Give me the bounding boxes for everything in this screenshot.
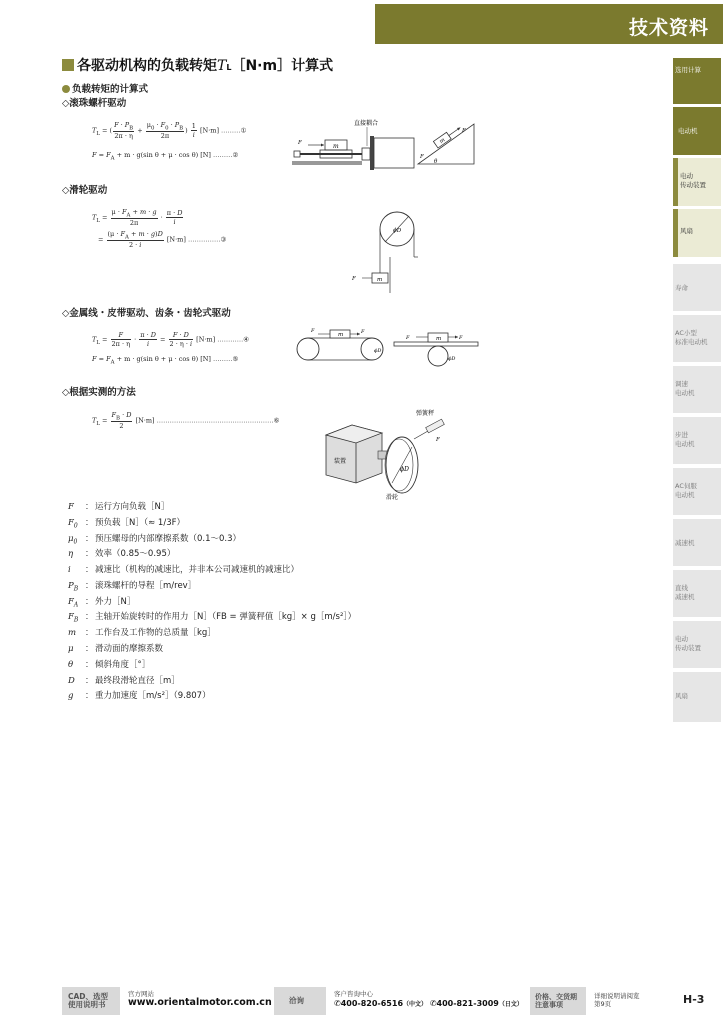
formula-4-unit: [N·m]	[196, 335, 216, 344]
definition-symbol-main: θ	[68, 659, 74, 670]
rack-mass-label: m	[436, 336, 442, 342]
definition-row	[68, 596, 356, 612]
section-belt: ◇金属线・皮带驱动、齿条・齿轮式驱动	[62, 308, 231, 319]
definition-symbol-main: D	[68, 675, 75, 686]
formula-1-unit: [N·m]	[199, 126, 219, 135]
section-pulley: ◇滑轮驱动	[62, 185, 108, 196]
sidebar-item-gear[interactable]	[673, 519, 721, 566]
definition-symbol-main: F	[68, 502, 74, 512]
sidebar-item-label: AC小型 标准电动机	[675, 329, 708, 346]
sidebar-item-fan[interactable]	[673, 209, 721, 257]
footer-price-label: 价格、交货期 注意事项	[535, 993, 577, 1009]
definition-symbol-main: m	[68, 628, 77, 639]
definition-row	[68, 675, 356, 691]
formula-6-unit: [N·m]	[135, 416, 155, 425]
formula-2-number: ②	[232, 151, 239, 159]
definition-colon: ：	[85, 659, 94, 670]
measure-fb-label: F	[436, 437, 440, 443]
definition-symbol	[68, 548, 85, 564]
incline-fa-label: F	[420, 154, 424, 160]
definition-symbol	[68, 596, 85, 612]
definition-symbol-main: F	[68, 517, 74, 528]
footer-detail-label: 详细说明请阅览 第9页	[594, 992, 640, 1008]
sidebar-item-label: 直线 减速机	[675, 584, 695, 601]
definition-colon: ：	[85, 502, 94, 512]
ball-screw-mass-label: m	[333, 143, 339, 150]
definition-row	[68, 564, 356, 580]
footer-phone-cn[interactable]: 400-820-6516	[340, 999, 404, 1008]
formula-6: $T_L$ = $\frac{F_B \cdot D}{2}$ [N·m] ………………………………………………⑥	[92, 411, 280, 431]
formula-5-lhs: F = F	[92, 355, 111, 363]
definition-list	[68, 501, 356, 706]
sidebar-item-label: 减速机	[675, 539, 695, 547]
definition-colon: ：	[85, 549, 94, 560]
definition-colon: ：	[85, 644, 94, 655]
title-square-icon	[62, 59, 74, 71]
title-symbol: T	[217, 58, 227, 74]
coupling-label: 直接耦合	[354, 120, 379, 127]
definition-row	[68, 548, 356, 564]
sidebar-item-actuator-2[interactable]	[673, 621, 721, 668]
definition-colon: ：	[85, 580, 94, 591]
title-unit: ［N·m］计算式	[231, 58, 334, 74]
bullet-dot-icon	[62, 85, 70, 93]
definition-symbol	[68, 517, 85, 533]
ball-screw-fa-label: F	[298, 140, 302, 146]
page-number: H-3	[683, 993, 705, 1006]
footer-price-box[interactable]	[530, 987, 586, 1015]
definition-symbol	[68, 675, 85, 691]
footer	[62, 987, 722, 1015]
formula-4-number: ④	[243, 335, 250, 344]
definition-text: 效率（0.85～0.95）	[95, 549, 176, 560]
pulley-diagram	[350, 207, 420, 297]
definition-symbol	[68, 611, 85, 627]
definition-symbol-sub: 0	[73, 522, 78, 530]
device-label: 装置	[334, 458, 347, 465]
formula-5-body: + m · g(sin θ + μ · cos θ) [N]	[114, 355, 211, 363]
pulley-phid-label: ϕD	[393, 228, 402, 234]
measure-phid-label: ϕD	[400, 466, 409, 473]
definition-text: 减速比（机构的减速比，并非本公司减速机的减速比）	[95, 565, 300, 576]
definition-text: 工作台及工作物的总质量［kg］	[95, 628, 216, 639]
definition-row	[68, 627, 356, 643]
sub-heading-text: 负载转矩的计算式	[72, 84, 149, 95]
sidebar-item-label: 风扇	[675, 692, 688, 700]
definition-symbol-main: F	[68, 596, 74, 607]
definition-text: 重力加速度［m/s²］（9.807）	[95, 691, 211, 702]
definition-colon: ：	[85, 533, 94, 544]
formula-3b: = $\frac{(\mu \cdot F_A + m \cdot g)D}{2 \cdot i}$ [N·m] ……………③	[98, 230, 227, 250]
rack-phid-label: ϕD	[448, 356, 456, 362]
incline-theta-label: θ	[434, 159, 438, 165]
sidebar-item-label: 风扇	[680, 227, 693, 235]
sidebar-item-life[interactable]	[673, 264, 721, 311]
definition-symbol	[68, 533, 85, 549]
definition-symbol	[68, 580, 85, 596]
sidebar-item-label: 电动 传动装置	[680, 172, 706, 189]
measure-diagram	[322, 405, 462, 501]
sidebar-item-label: 寿命	[675, 284, 688, 292]
footer-consult-label: 洽询	[289, 996, 304, 1005]
sidebar-item-label: 步进 电动机	[675, 431, 695, 448]
definition-symbol-sub: A	[73, 601, 79, 609]
sidebar-item-linear[interactable]	[673, 570, 721, 617]
sidebar-item-label: 电动机	[678, 127, 698, 135]
definition-symbol	[68, 501, 85, 517]
incline-f-label: F	[462, 128, 466, 134]
definition-symbol-main: μ	[68, 644, 74, 655]
sidebar-item-label: 电动 传动装置	[675, 635, 701, 652]
sidebar-item-speed[interactable]	[673, 366, 721, 413]
definition-colon: ：	[85, 517, 94, 528]
title-text: 各驱动机构的负载转矩	[77, 58, 217, 74]
definition-text: 滚珠螺杆的导程［m/rev］	[95, 580, 197, 591]
footer-consult-box[interactable]	[274, 987, 326, 1015]
formula-4: $T_L$ = $\frac{F}{2\pi \cdot \eta}$ · $\frac{\pi \cdot D}{i}$ = $\frac{F \cdot D}{2 \cdot \eta \cdot i}$ [N·m] …………④	[92, 331, 250, 348]
definition-symbol	[68, 564, 85, 580]
sub-heading	[62, 81, 148, 95]
definition-symbol-sub: 0	[73, 538, 78, 546]
sidebar-item-ac-motor[interactable]	[673, 315, 721, 362]
footer-phone-jp[interactable]: 400-821-3009	[436, 999, 499, 1008]
definition-colon: ：	[85, 612, 94, 623]
footer-cad-box[interactable]	[62, 987, 120, 1015]
definition-symbol	[68, 690, 85, 706]
sidebar-item-servo[interactable]	[673, 468, 721, 515]
definition-row	[68, 611, 356, 627]
rack-fa-label: F	[406, 335, 410, 341]
formula-6-number: ⑥	[273, 416, 280, 425]
definition-row	[68, 533, 356, 549]
footer-site-label: 官方网站	[128, 990, 154, 998]
section-ball-screw: ◇滚珠螺杆驱动	[62, 98, 127, 109]
footer-phone-jp-tag: （日文）	[498, 1001, 523, 1008]
definition-symbol-main: g	[68, 691, 74, 702]
formula-3a: $T_L$ = $\frac{\mu \cdot F_A + m \cdot g}{2\pi}$ · $\frac{\pi \cdot D}{i}$	[92, 208, 183, 228]
definition-colon: ：	[85, 691, 94, 702]
incline-diagram	[416, 118, 478, 168]
formula-2-lhs: F = F	[92, 151, 111, 159]
phone-icon: ✆	[429, 999, 437, 1008]
sidebar-item-actuator[interactable]	[673, 158, 721, 206]
definition-row	[68, 501, 356, 517]
formula-5: $F = F_A + m \cdot g(\sin$ θ + μ · cos θ) [N] ………⑤	[92, 355, 239, 366]
title-symbol-sub: L	[226, 63, 232, 72]
definition-row	[68, 690, 356, 706]
definition-text: 预负载［N］（≈ 1/3F）	[95, 517, 186, 528]
definition-symbol-main: F	[68, 612, 74, 623]
pulley-fa-label: F	[352, 276, 356, 282]
formula-3-number: ③	[220, 235, 227, 244]
footer-cad-label: CAD、选型 使用说明书	[68, 992, 109, 1009]
rack-pinion-diagram	[392, 324, 482, 372]
definition-colon: ：	[85, 596, 94, 607]
sidebar-item-label: AC伺服 电动机	[675, 482, 697, 499]
sidebar-item-fan-2[interactable]	[673, 672, 721, 722]
pulley-mass-label: m	[377, 277, 383, 283]
header-title: 技术资料	[628, 17, 709, 39]
definition-row	[68, 659, 356, 675]
phone-icon: ✆	[334, 999, 341, 1008]
belt-mass-label: m	[338, 332, 344, 338]
definition-text: 外力［N］	[95, 596, 136, 607]
definition-row	[68, 643, 356, 659]
definition-symbol-sub: B	[73, 617, 79, 625]
definition-text: 预压螺母的内部摩擦系数（0.1～0.3）	[95, 533, 242, 544]
sidebar-item-label: 选用计算	[675, 66, 701, 74]
formula-3-unit: [N·m]	[166, 235, 186, 244]
rack-f-label: F	[459, 335, 463, 341]
definition-symbol-main: P	[68, 580, 74, 591]
definition-symbol-main: μ	[68, 533, 74, 544]
belt-phid-label: ϕD	[374, 348, 382, 354]
definition-symbol-sub: B	[73, 585, 79, 593]
measure-pulley-label: 滑轮	[386, 494, 399, 501]
formula-2-body: + m · g(sin θ + μ · cos θ) [N]	[114, 151, 211, 159]
definition-colon: ：	[85, 628, 94, 639]
sidebar-item-selection[interactable]	[673, 58, 721, 104]
sidebar-item-label: 调速 电动机	[675, 380, 695, 397]
definition-text: 滑动面的摩擦系数	[95, 644, 164, 655]
definition-row	[68, 517, 356, 533]
definition-symbol-main: η	[68, 549, 74, 560]
formula-1: $T_L$ = ( $\frac{F \cdot P_B}{2\pi \cdot \eta}$ + $\frac{\mu_0 \cdot F_0 \cdot P_B}{2\pi}$ ) $\frac{1}{i}$ [N·m] ………①	[92, 121, 247, 141]
sidebar-item-motor[interactable]	[673, 107, 721, 155]
definition-row	[68, 580, 356, 596]
definition-symbol	[68, 643, 85, 659]
footer-url-link[interactable]: www.orientalmotor.com.cn	[128, 997, 272, 1008]
belt-f-label: F	[361, 329, 365, 335]
definition-text: 主轴开始旋转时的作用力［N］（FB = 弹簧秤值［kg］× g［m/s²］）	[95, 612, 357, 623]
section-measured: ◇根据实测的方法	[62, 387, 136, 398]
page-title	[62, 55, 333, 75]
definition-symbol	[68, 627, 85, 643]
belt-diagram	[294, 324, 389, 368]
footer-phone-cn-tag: （中文）	[403, 1001, 428, 1008]
sidebar-item-stepper[interactable]	[673, 417, 721, 464]
incline-mass-label: m	[438, 137, 447, 146]
definition-text: 最终段滑轮直径［m］	[95, 675, 180, 686]
definition-symbol	[68, 659, 85, 675]
footer-phones	[334, 1000, 523, 1009]
definition-text: 倾斜角度［°］	[95, 659, 151, 670]
definition-symbol-main: i	[68, 565, 71, 576]
spring-scale-label: 弹簧秤	[416, 410, 435, 417]
belt-fa-label: F	[311, 328, 315, 334]
definition-text: 运行方向负载［N］	[95, 502, 170, 512]
formula-2: $F = F_A + m \cdot g(\sin$ θ + μ · cos θ) [N] ………②	[92, 151, 239, 162]
formula-1-number: ①	[240, 126, 247, 135]
definition-colon: ：	[85, 675, 94, 686]
footer-center-label: 客户咨询中心	[334, 990, 373, 998]
definition-colon: ：	[85, 565, 94, 576]
formula-5-number: ⑤	[232, 355, 239, 363]
header-band	[375, 4, 723, 44]
